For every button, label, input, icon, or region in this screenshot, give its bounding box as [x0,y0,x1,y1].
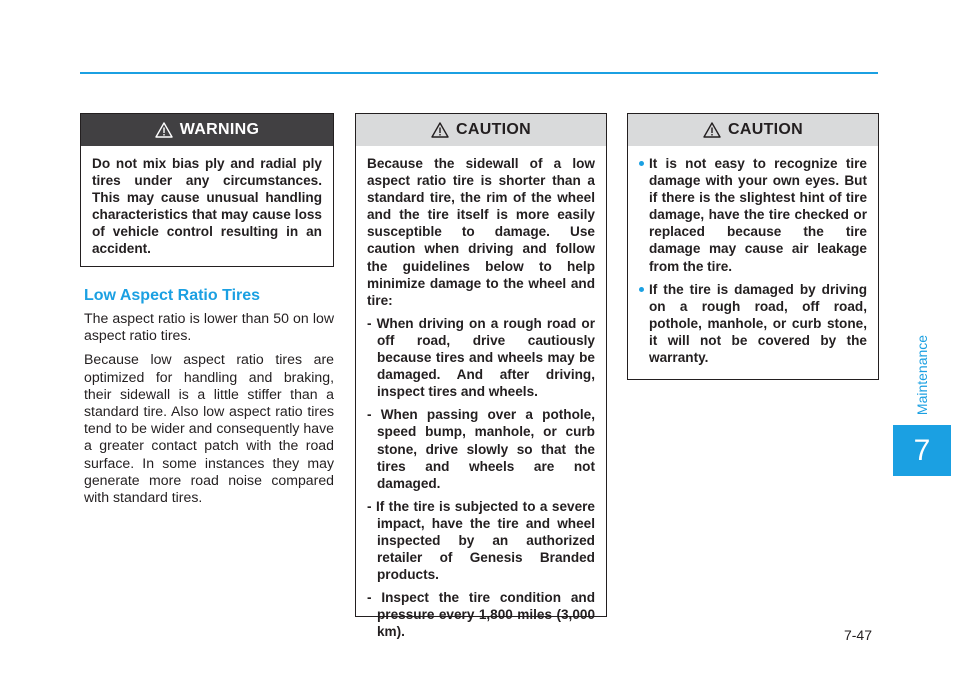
header-rule [80,72,878,74]
section-label-text: Maintenance [914,334,931,416]
bullet-icon [639,287,644,292]
warning-header [81,114,333,146]
warning-body [81,146,333,268]
page-number: 7-47 [843,627,872,643]
caution-title: CAUTION [728,121,803,138]
caution-list-item: - When driving on a rough road or off road, drive cautiously because tires and wheels may be damaged. And after driving, inspect tires and wheels. [367,315,595,400]
section-body [84,310,334,513]
caution-triangle-icon [703,122,721,138]
bullet-icon [639,161,644,166]
caution-list-item: - When passing over a pothole, speed bump, manhole, or curb stone, drive slowly so that the tires and wheels are not damaged. [367,407,595,491]
section-paragraph: The aspect ratio is lower than 50 on low aspect ratio tires. [84,310,334,344]
chapter-number: 7 [913,433,931,467]
caution-header [356,114,606,146]
caution-body [628,146,878,382]
caution-list-item: - If the tire is subjected to a severe impact, have the tire and wheel inspected by an authorized retailer of Genesis Branded products. [367,498,595,583]
caution-box-sidewall [355,113,607,640]
section-title: Low Aspect Ratio Tires [84,287,261,304]
caution-bullet-text: If the tire is damaged by driving on a rough road, off road, pothole, manhole, or curb stone, it will not be covered by the warranty. [649,281,867,366]
caution-list-item: - Inspect the tire condition and pressure every 1,800 miles (3,000 km). [367,590,595,640]
caution-header [628,114,878,146]
caution-bullet-text: It is not easy to recognize tire damage with your own eyes. But if there is the slightest hint of tire damage, have the tire checked or replaced because the tire damage may cause air leakage from the tire. [649,156,867,274]
caution-triangle-icon [431,122,449,138]
caution-title: CAUTION [456,121,531,138]
caution-box-damage [627,113,879,380]
chapter-tab [893,425,951,476]
section-side-label [898,330,946,420]
warning-box [80,113,334,267]
caution-bullet-item [639,281,867,366]
warning-title: WARNING [179,121,260,138]
caution-intro: Because the sidewall of a low aspect ratio tire is shorter than a standard tire, the rim of the wheel and the tire itself is more easily susceptible to damage. Use caution when driving and follow the guidelines below to help minimize damage to the wheel and tire: [367,156,595,308]
warning-triangle-icon [155,122,173,138]
caution-bullet-item [639,155,867,275]
warning-text: Do not mix bias ply and radial ply tires under any circumstances. This may cause unusual handling characteristics that may cause loss of vehicle control resulting in an accident. [92,156,322,257]
section-paragraph: Because low aspect ratio tires are optimized for handling and braking, their sidewall is a little stiffer than a standard tire. Also low aspect ratio tires tend to be wider and consequently have a greater contact patch with the road surface. In some instances they may generate more road noise compared with standard tires. [84,351,334,506]
caution-body [356,146,606,651]
